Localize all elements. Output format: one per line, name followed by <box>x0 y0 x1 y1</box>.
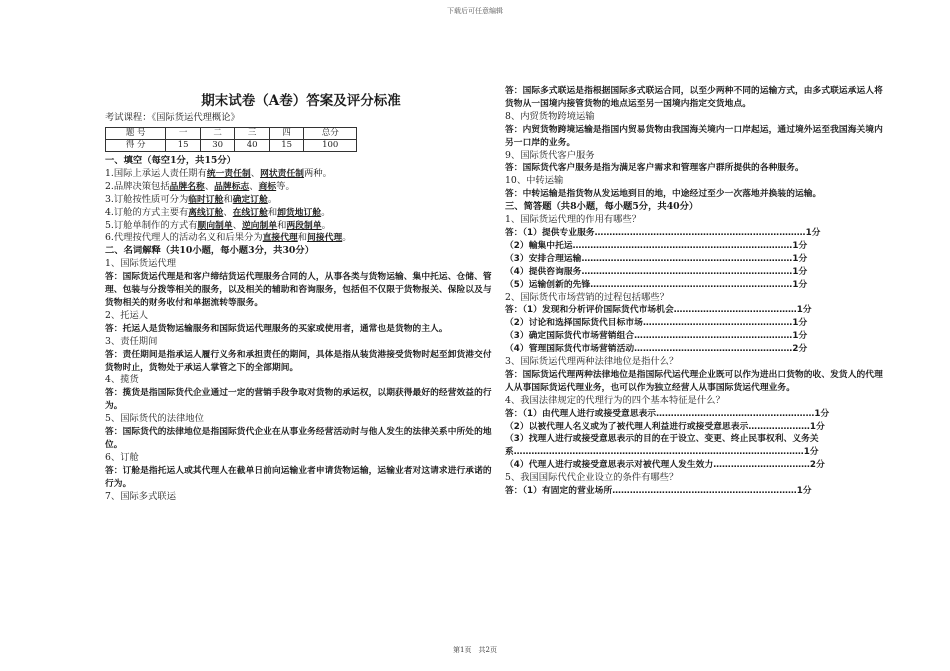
answer: 答：托运人是货物运输服务和国际货运代理服务的买家或使用者，通常也是货物的主人。 <box>105 323 448 334</box>
fill-item <box>105 207 497 220</box>
fill-item <box>105 168 497 181</box>
left-column <box>105 92 497 503</box>
item-text: 、 <box>232 219 243 231</box>
answer-blank: 网状责任制 <box>260 168 305 179</box>
score-cell: 得 分 <box>106 140 166 152</box>
answer-blank: 商标 <box>258 181 277 192</box>
answer-blank: 在线订舱 <box>232 207 268 218</box>
answer-point: （3）安排合理运输………………………………………………………………1分 <box>505 253 808 264</box>
score-cell: 15 <box>269 140 304 152</box>
score-cell: 100 <box>304 140 357 152</box>
item-text: 、 <box>250 167 261 179</box>
score-cell: 三 <box>235 128 270 140</box>
answer: 答：揽货是指国际货代企业通过一定的营销手段争取对货物的承运权，以期获得最好的经营效益的行为。 <box>105 388 492 412</box>
item-text: 5.订舱单制作的方式有 <box>105 219 198 231</box>
answer: 答：中转运输是指货物从发运地到目的地，中途经过至少一次落地并换装的运输。 <box>505 189 822 200</box>
answer: 答：内贸货物跨境运输是指国内贸易货物由我国海关境内一口岸起运，通过境外运至我国海关境内另一口岸的业务。 <box>505 124 883 148</box>
answer-blank: 卸货地订舱 <box>277 207 322 218</box>
item-text: 和 <box>297 232 308 244</box>
question: 1、国际货运代理的作用有哪些？ <box>505 214 642 226</box>
score-cell: 30 <box>200 140 235 152</box>
answer-point: （2）讨论和选择国际货代目标市场……………………………………………1分 <box>505 318 808 329</box>
question: 3、国际货运代理两种法律地位是指什么？ <box>505 356 679 368</box>
item-text: 2.品牌决策包括 <box>105 180 170 192</box>
item-text: 和 <box>267 206 278 218</box>
question: 3、责任期间 <box>105 335 158 347</box>
score-cell: 总分 <box>304 128 357 140</box>
answer-point: 答：（1）由代理人进行或接受意思表示………………………………………………1分 <box>505 408 830 419</box>
score-cell: 二 <box>200 128 235 140</box>
fill-item <box>105 232 497 245</box>
score-cell: 四 <box>269 128 304 140</box>
answer-blank: 统一责任制 <box>206 168 251 179</box>
question: 4、揽货 <box>105 374 139 386</box>
item-text: 。 <box>321 219 331 231</box>
score-table-row <box>106 128 357 140</box>
answer-blank: 间接代理 <box>307 233 343 244</box>
answer-point: （2）輸集中托运…………………………………………………………………1分 <box>505 240 808 251</box>
fill-item <box>105 220 497 233</box>
answer-blank: 逆向制单 <box>242 220 278 231</box>
item-text: 。 <box>321 206 331 218</box>
answer-point: （4）管理国际货代市场营销活动………………………………………………2分 <box>505 344 808 355</box>
answer-blank: 两段制单 <box>286 220 322 231</box>
section-heading: 三、简答题（共8小题，每小题5分，共40分） <box>505 201 699 213</box>
item-text: 。 <box>342 232 352 244</box>
answer: 答：责任期间是指承运人履行义务和承担责任的期间，具体是指从装货港接受货物时起至卸货港交付货物时止，货物处于承运人掌管之下的全部期间。 <box>105 349 492 373</box>
header-note: 下载后可任意编辑 <box>447 7 503 15</box>
score-cell: 40 <box>235 140 270 152</box>
right-column <box>505 85 888 498</box>
answer: 答：订舱是指托运人或其代理人在截单日前向运输业者申请货物运输，运输业者对这请求进行承诺的行为。 <box>105 465 492 489</box>
question: 1、国际货运代理 <box>105 258 176 270</box>
fill-item <box>105 194 497 207</box>
section-heading: 一、填空（每空1分，共15分） <box>105 155 236 166</box>
page-footer: 第1页 共2页 <box>453 646 497 654</box>
fill-item <box>105 181 497 194</box>
question: 8、内贸货物跨境运输 <box>505 110 595 122</box>
item-text: 1.国际上承运人责任期有 <box>105 167 207 179</box>
answer-blank: 直接代理 <box>262 233 298 244</box>
answer: 答：国际货代客户服务是指为满足客户需求和管理客户群所提供的各种服务。 <box>505 163 804 174</box>
answer-blank: 品牌名称 <box>169 181 205 192</box>
question: 6、订舱 <box>105 451 139 463</box>
item-text: 。 <box>267 193 278 205</box>
page-title: 期末试卷（A卷）答案及评分标准 <box>201 93 401 109</box>
question: 9、国际货代客户服务 <box>505 149 595 161</box>
score-cell: 一 <box>166 128 201 140</box>
score-table <box>105 127 357 152</box>
item-text: 3.订舱按性质可分为 <box>105 193 189 205</box>
item-text: 、 <box>223 206 233 218</box>
answer-point: 答：（1）发现和分析评价国际货代市场机会……………………………………1分 <box>505 305 812 316</box>
question: 2、国际货代市场营销的过程包括哪些？ <box>505 291 669 303</box>
item-text: 4.订舱的方式主要有 <box>105 206 189 218</box>
question: 5、我国国际代代企业设立的条件有哪些？ <box>505 472 679 484</box>
answer-point: （4）代理人进行或接受意思表示对被代理人发生效力……………………………2分 <box>505 460 825 471</box>
answer: 答：国际多式联运是指根据国际多式联运合同，以至少两种不同的运输方式，由多式联运承运人将货物从一国境内接管货物的地点运至另一国境内指定交货地点。 <box>505 86 883 109</box>
answer: 答：国际货运代理是和客户缔结货运代理服务合同的人，从事各类与货物运输、集中托运、仓储、管理、包装与分拨等相关的服务，以及相关的辅助和咨询服务，包括但不仅限于货物报关、保险以及与货物相关的财务收付和单据流转等服务。 <box>105 272 492 308</box>
item-text: 6.代理按代理人的活动名义和后果分为 <box>105 232 263 244</box>
question: 5、国际货代的法律地位 <box>105 413 204 425</box>
question: 4、我国法律规定的代理行为的四个基本特征是什么？ <box>505 394 725 406</box>
question: 2、托运人 <box>105 309 149 321</box>
item-text: 和 <box>223 193 233 205</box>
question: 7、国际多式联运 <box>105 490 176 502</box>
answer-point: 答：（1）有固定的营业场所………………………………………………………1分 <box>505 486 812 497</box>
answer: 答：国际货代的法律地位是指国际货代企业在从事业务经营活动时与他人发生的法律关系中所处的地位。 <box>105 427 492 450</box>
answer-point: （2）以被代理人名义或为了被代理人利益进行或接受意思表示…………………1分 <box>505 421 825 432</box>
answer-point: （3）找理人进行或接受意思表示的目的在于设立、变更、终止民事权利、义务关系………………………………………………………………………………………1分 <box>505 434 819 458</box>
answer-blank: 临时订舱 <box>188 194 224 205</box>
item-text: 两种。 <box>304 167 332 179</box>
answer-blank: 顺向制单 <box>197 220 233 231</box>
course-name: 考试课程：《国际货运代理概论》 <box>105 112 240 123</box>
section-heading: 二、名词解释（共10小题，每小题3分，共30分） <box>105 245 314 257</box>
answer-point: 答：（1）提供专业服务………………………………………………………………1分 <box>505 227 821 238</box>
score-cell: 15 <box>166 140 201 152</box>
answer-point: （4）提供咨询服务………………………………………………………………1分 <box>505 266 808 277</box>
answer-blank: 离线订舱 <box>188 207 224 218</box>
item-text: 等。 <box>276 180 295 192</box>
item-text: 、 <box>204 180 215 192</box>
answer: 答：国际货运代理两种法律地位是指国际代运代理企业既可以作为进出口货物的收、发货人的代理人从事国际货运代理业务，也可以作为独立经营人从事国际货运代理业务。 <box>505 369 883 393</box>
answer-point: （3）确定国际货代市场营销组合………………………………………………1分 <box>505 331 808 342</box>
answer-point: （5）运输创新的先锋……………………………………………………………1分 <box>505 279 808 290</box>
score-table-row <box>106 140 357 152</box>
question: 10、中转运输 <box>505 175 564 187</box>
score-cell: 题 号 <box>106 128 166 140</box>
item-text: 、 <box>249 180 259 192</box>
answer-blank: 确定订舱 <box>232 194 268 205</box>
item-text: 和 <box>277 219 287 231</box>
answer-blank: 品牌标志 <box>214 181 250 192</box>
